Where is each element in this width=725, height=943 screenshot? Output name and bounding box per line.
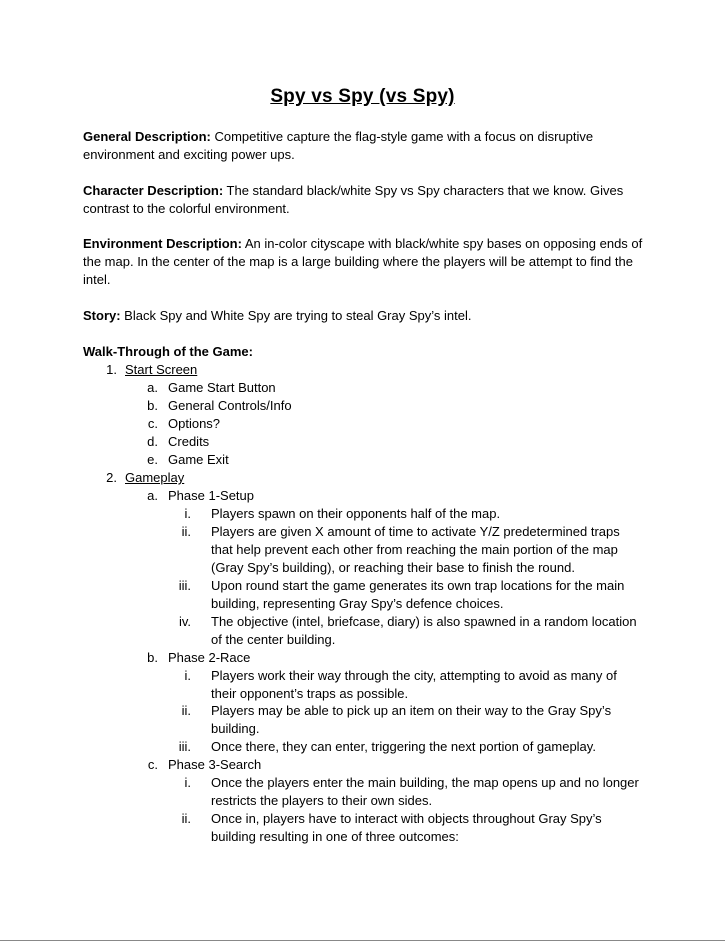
- character-description-label: Character Description:: [83, 183, 224, 198]
- list-item: Game Start Button: [168, 380, 276, 395]
- phase-heading: Phase 2-Race: [168, 650, 251, 665]
- general-description-text: Competitive capture the flag-style game with a focus on disruptive environment and exciting power ups.: [83, 129, 594, 162]
- story: [83, 307, 648, 325]
- list-item: Players are given X amount of time to activate Y/Z predetermined traps that help prevent each other from reaching the main portion of the map (Gray Spy’s building), or reaching their base to finish the round.: [211, 524, 620, 575]
- list-item: Credits: [168, 434, 210, 449]
- list-item: Players may be able to pick up an item on their way to the Gray Spy’s building.: [211, 703, 612, 736]
- list-item: Game Exit: [168, 452, 229, 467]
- character-description: [83, 182, 648, 218]
- list-item: Players spawn on their opponents half of the map.: [211, 506, 501, 521]
- document-title: Spy vs Spy (vs Spy): [270, 86, 455, 107]
- list-item: Once in, players have to interact with objects throughout Gray Spy’s building resulting in one of three outcomes:: [211, 811, 602, 844]
- environment-description-label: Environment Description:: [83, 236, 242, 251]
- list-marker: c.: [147, 416, 158, 431]
- list-item: Once the players enter the main building, the map opens up and no longer restricts the players to their own sides.: [211, 775, 639, 808]
- phase-heading: Phase 1-Setup: [168, 488, 255, 503]
- list-item: Options?: [168, 416, 221, 431]
- start-screen-heading: Start Screen: [125, 362, 198, 377]
- list-marker: iv.: [178, 614, 191, 629]
- gameplay-heading: Gameplay: [125, 470, 185, 485]
- list-marker: i.: [184, 506, 191, 521]
- list-marker: i.: [184, 775, 191, 790]
- list-marker: a.: [147, 488, 158, 503]
- list-marker: ii.: [181, 524, 191, 539]
- list-item: Players work their way through the city, attempting to avoid as many of their opponent’s traps as possible.: [211, 668, 617, 701]
- list-marker: c.: [147, 757, 158, 772]
- list-marker: e.: [147, 452, 158, 467]
- general-description-label: General Description:: [83, 129, 211, 144]
- character-description-text: The standard black/white Spy vs Spy characters that we know. Gives contrast to the colorful environment.: [83, 183, 624, 216]
- phase-heading: Phase 3-Search: [168, 757, 262, 772]
- page-edge-divider: [0, 940, 725, 941]
- walkthrough-heading-text: Walk-Through of the Game:: [83, 344, 253, 359]
- list-marker: ii.: [181, 703, 191, 718]
- list-marker: b.: [147, 398, 158, 413]
- walkthrough-heading: [83, 343, 648, 361]
- list-marker: i.: [184, 668, 191, 683]
- list-marker: ii.: [181, 811, 191, 826]
- list-item: Upon round start the game generates its own trap locations for the main building, representing Gray Spy’s defence choices.: [211, 578, 625, 611]
- list-marker: iii.: [178, 739, 191, 754]
- list-marker: 2.: [106, 470, 117, 485]
- story-label: Story:: [83, 308, 121, 323]
- list-marker: a.: [147, 380, 158, 395]
- list-marker: 1.: [106, 362, 117, 377]
- story-text: Black Spy and White Spy are trying to steal Gray Spy’s intel.: [120, 308, 472, 323]
- environment-description: [83, 235, 648, 289]
- list-marker: b.: [147, 650, 158, 665]
- list-marker: iii.: [178, 578, 191, 593]
- general-description: [83, 128, 648, 164]
- list-item: Once there, they can enter, triggering the next portion of gameplay.: [211, 739, 596, 754]
- list-item: The objective (intel, briefcase, diary) is also spawned in a random location of the center building.: [211, 614, 637, 647]
- list-marker: d.: [147, 434, 158, 449]
- list-item: General Controls/Info: [168, 398, 292, 413]
- environment-description-text: An in-color cityscape with black/white spy bases on opposing ends of the map. In the center of the map is a large building where the players will be attempt to find the intel.: [83, 236, 643, 287]
